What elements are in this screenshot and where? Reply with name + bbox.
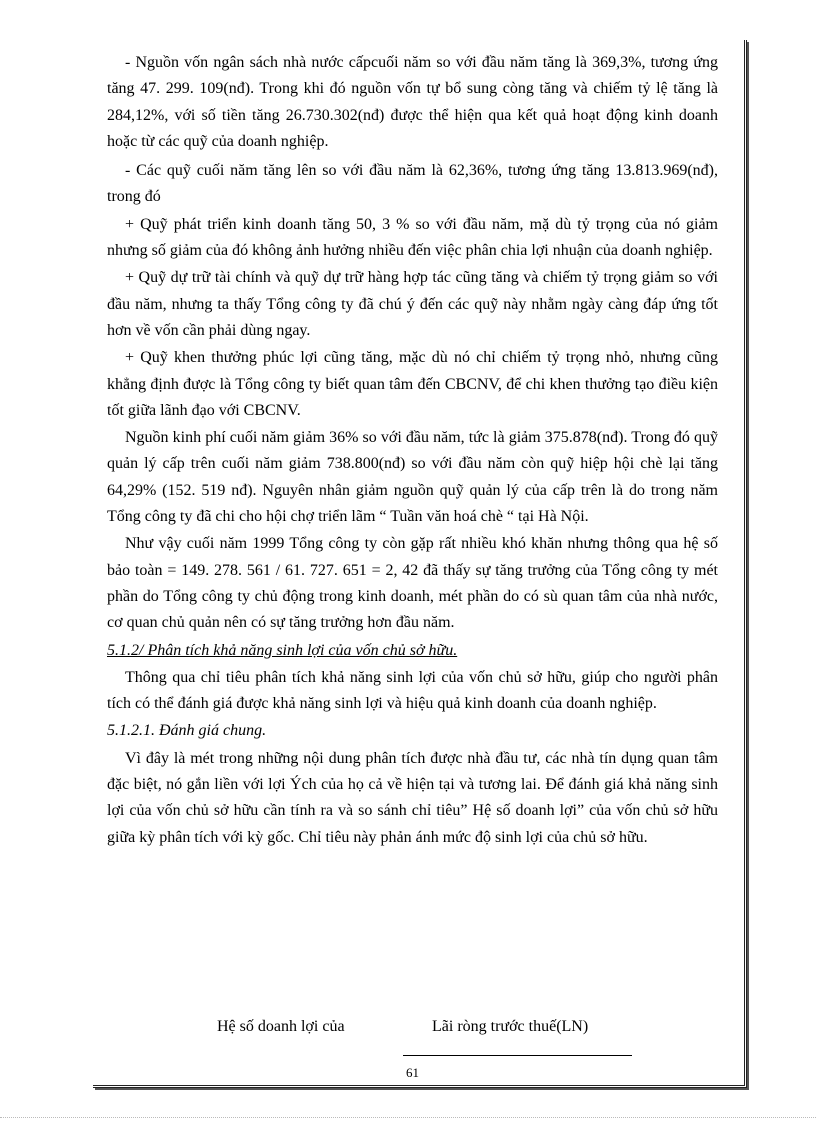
paragraph-reserve-fund: + Quỹ dự trữ tài chính và quỹ dự trữ hàng hợp tác cũng tăng và chiếm tỷ trọng giảm so với đầu năm, nhưng ta thấy Tổng công ty đã chú ý đến các quỹ này nhằm ngày càng đáp ứng tốt hơn về vốn cần phải dùng ngay. [107, 269, 718, 339]
document-body [107, 50, 718, 851]
formula-numerator: Lãi ròng trước thuế(LN) [432, 1018, 589, 1035]
fraction-line [403, 1055, 632, 1056]
page-number: 61 [406, 1065, 419, 1080]
paragraph-funds: - Các quỹ cuối năm tăng lên so với đầu năm là 62,36%, tương ứng tăng 13.813.969(nđ), trong đó [107, 162, 718, 206]
section-heading: 5.1.2/ Phân tích khả năng sinh lợi của vốn chủ sở hữu. [107, 641, 458, 659]
paragraph-development-fund: + Quỹ phát triển kinh doanh tăng 50, 3 % so với đầu năm, mặ dù tỷ trọng của nó giảm nhưng số giảm của đó không ảnh hưởng nhiều đến việc phân chia lợi nhuận của doanh nghiệp. [107, 215, 718, 260]
paragraph-state-budget: - Nguồn vốn ngân sách nhà nước cấpcuối năm so với đầu năm tăng là 369,3%, tương ứng tăng 47. 299. 109(nđ). Trong khi đó nguồn vốn tự bổ sung còng tăng và chiếm tỷ lệ tăng là 284,12%, với số tiền tăng 26.730.302(nđ) được thể hiện qua kết quả hoạt động kinh doanh hoặc từ các quỹ của doanh nghiệp. [107, 54, 718, 150]
paragraph-expense-fund: Nguồn kinh phí cuối năm giảm 36% so với đầu năm, tức là giảm 375.878(nđ). Trong đó quỹ quản lý cấp trên cuối năm giảm 738.800(nđ) so với đầu năm còn quỹ hiệp hội chè lại tăng 64,29% (152. 519 nđ). Nguyên nhân giảm nguồn quỹ quản lý của cấp trên là do trong năm Tổng công ty đã chi cho hội chợ triển lãm “ Tuần văn hoá chè “ tại Hà Nội. [107, 429, 718, 526]
formula-left: Hệ số doanh lợi của [217, 1018, 345, 1035]
paragraph-general-assessment: Vì đây là mét trong những nội dung phân tích được nhà đầu tư, các nhà tín dụng quan tâm đặc biệt, nó gắn liền với lợi Ých của họ cả về hiện tại và tương lai. Để đánh giá khả năng sinh lợi của vốn chủ sở hữu cần tính ra và so sánh chỉ tiêu” Hệ số doanh lợi” của vốn chủ sở hữu giữa kỳ phân tích với kỳ gốc. Chỉ tiêu này phản ánh mức độ sinh lợi của chủ sở hữu. [107, 749, 718, 846]
paragraph-conclusion: Như vậy cuối năm 1999 Tổng công ty còn gặp rất nhiều khó khăn nhưng thông qua hệ số bảo toàn = 149. 278. 561 / 61. 727. 651 = 2, 42 đã thấy sự tăng trưởng của Tổng công ty mét phần do Tổng công ty chủ động trong kinh doanh, mét phần do có sù quan tâm của nhà nước, cơ quan chủ quản nên có sự tăng trưởng hơn đầu năm. [107, 535, 718, 632]
subsection-heading: 5.1.2.1. Đánh giá chung. [107, 722, 267, 740]
page-bottom-edge [0, 1117, 816, 1118]
paragraph-welfare-fund: + Quỹ khen thưởng phúc lợi cũng tăng, mặc dù nó chỉ chiếm tỷ trọng nhỏ, nhưng cũng khẳng định được là Tổng công ty biết quan tâm đến CBCNV, để chi khen thưởng tạo điều kiện tốt giữa lãnh đạo với CBCNV. [107, 349, 718, 419]
formula [107, 1018, 718, 1058]
paragraph-profitability-intro: Thông qua chỉ tiêu phân tích khả năng sinh lợi của vốn chủ sở hữu, giúp cho người phân tích có thể đánh giá được khả năng sinh lợi và hiệu quả kinh doanh của doanh nghiệp. [107, 668, 718, 713]
